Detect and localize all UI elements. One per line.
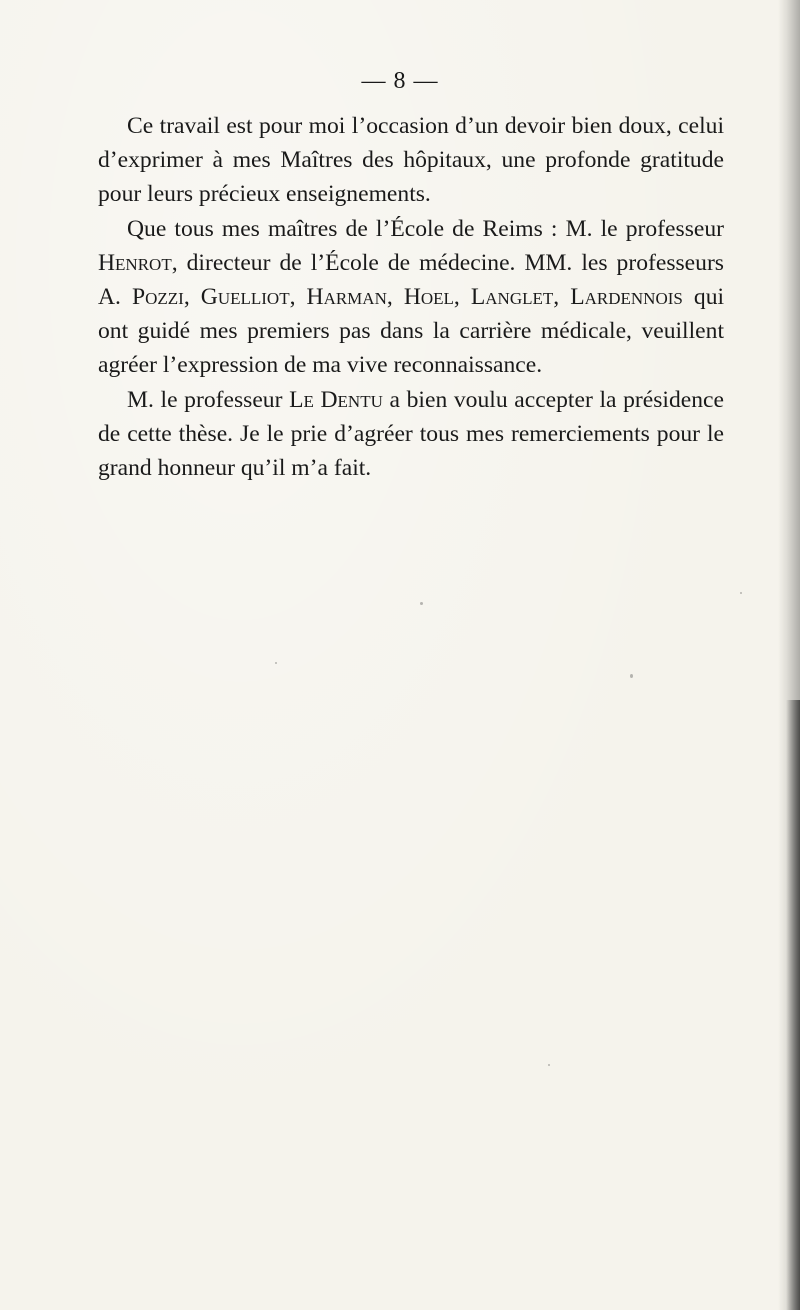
body-text <box>98 109 724 485</box>
person-name: Le Dentu <box>289 386 383 413</box>
paragraph-text: M. le professeur <box>127 386 290 413</box>
paragraph-text: a bien voulu accepter la présidence de cette thèse. Je le prie d’agréer tous mes remerciements pour le grand honneur qu’il m’a fait. <box>98 386 724 482</box>
separator: , <box>453 284 471 311</box>
person-name: Lardennois <box>570 284 683 311</box>
paragraph-text: qui ont guidé mes premiers pas dans la carrière médicale, veuillent agréer l’expression de ma vive reconnaissance. <box>98 284 725 379</box>
person-name: Guelliot <box>200 284 290 311</box>
paper-speck <box>420 602 423 605</box>
page-number: — 8 — <box>361 68 439 94</box>
person-name: Langlet <box>470 284 554 311</box>
paragraph-masters <box>98 212 724 383</box>
paragraph-text: Ce travail est pour moi l’occasion d’un devoir bien doux, celui d’exprimer à mes Maîtres des hôpitaux, une profonde gratitude pour leurs précieux enseignements. <box>98 113 724 208</box>
paper-speck <box>740 592 742 594</box>
paragraph-president <box>98 383 724 486</box>
person-name: Pozzi <box>131 284 184 311</box>
paper-speck <box>548 1064 550 1066</box>
separator: , <box>183 284 201 311</box>
paragraph-text: Que tous mes maîtres de l’École de Reims : M. le professeur <box>127 215 724 242</box>
paper-speck <box>275 662 277 664</box>
separator: , <box>289 284 307 311</box>
separator: , <box>386 284 404 311</box>
person-name: Harman <box>306 284 387 311</box>
person-name: Hoel <box>403 284 454 311</box>
page-binding-shadow <box>786 700 800 1310</box>
separator: , <box>553 284 571 311</box>
paragraph-text: , directeur de l’École de médecine. MM. les professeurs A. <box>98 249 724 311</box>
paragraph-gratitude <box>98 109 724 212</box>
person-name: Henrot <box>98 249 172 276</box>
paper-speck <box>630 674 633 678</box>
